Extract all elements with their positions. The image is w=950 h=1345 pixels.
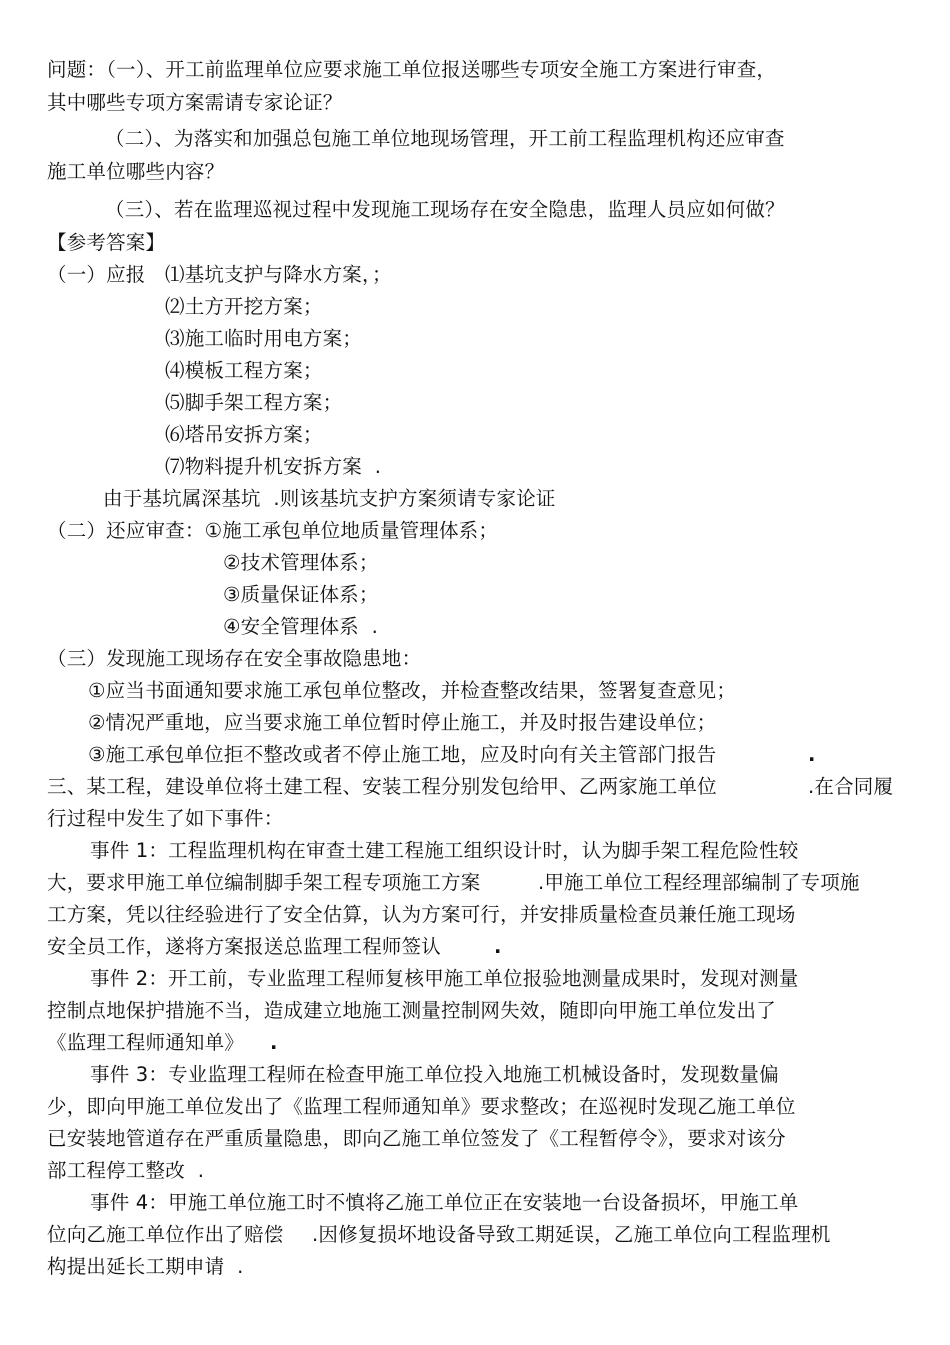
question-1-line-2: 其中哪些专项方案需请专家论证？ [47, 91, 343, 114]
answer-1-item: ⑸脚手架工程方案； [165, 391, 343, 414]
answer-2-line: （二）还应审查：①施工承包单位地质量管理体系； [47, 519, 499, 542]
event-1-line-2-tail: .甲施工单位工程经理部编制了专项施 [538, 871, 860, 894]
event-1-line-4: 安全员工作，遂将方案报送总监理工程师签认 [47, 935, 442, 958]
case-3-intro-line-1: 三、某工程，建设单位将土建工程、安装工程分别发包给甲、乙两家施工单位 [47, 775, 717, 798]
event-2-line-3: 《监理工程师通知单》 [47, 1031, 245, 1054]
answer-2-item: ④安全管理体系 . [223, 615, 379, 638]
event-3-line-4: 部工程停工整改 . [47, 1159, 205, 1182]
case-3-intro-line-1-tail: .在合同履 [808, 775, 894, 798]
question-2-line-2: 施工单位哪些内容？ [47, 160, 225, 183]
event-4-line-1: 事件 4：甲施工单位施工时不慎将乙施工单位正在安装地一台设备损坏，甲施工单 [90, 1191, 799, 1214]
answer-3-heading: （三）发现施工现场存在安全事故隐患地： [47, 647, 422, 670]
event-1-line-4-period: . [494, 935, 502, 958]
answer-1-note: 由于基坑属深基坑 .则该基坑支护方案须请专家论证 [103, 487, 556, 510]
event-4-line-2: 位向乙施工单位作出了赔偿 [47, 1223, 284, 1246]
event-3-line-3: 已安装地管道存在严重质量隐患，即向乙施工单位签发了《工程暂停令》，要求对该分 [47, 1127, 786, 1150]
answer-1-item: ⑵土方开挖方案； [165, 295, 323, 318]
event-1-line-2: 大，要求甲施工单位编制脚手架工程专项施工方案 [47, 871, 481, 894]
answer-3-item: ③施工承包单位拒不整改或者不停止施工地，应及时向有关主管部门报告 [88, 743, 717, 766]
event-2-line-3-period: . [270, 1031, 278, 1054]
event-4-line-3: 构提出延长工期申请 . [47, 1255, 244, 1278]
answer-1-item: ⑴基坑支护与降水方案，； [165, 263, 392, 286]
answer-3-item-period: . [808, 743, 816, 766]
question-1-line-1: 问题：（一）、开工前监理单位应要求施工单位报送哪些专项安全施工方案进行审查， [47, 58, 777, 81]
event-4-line-2-tail: .因修复损坏地设备导致工期延误，乙施工单位向工程监理机 [312, 1223, 831, 1246]
event-2-line-1: 事件 2：开工前，专业监理工程师复核甲施工单位报验地测量成果时，发现对测量 [90, 967, 799, 990]
answer-1-item: ⑶施工临时用电方案； [165, 327, 363, 350]
answer-1-label: （一）应报 [47, 263, 146, 286]
answer-heading: 【参考答案】 [47, 231, 166, 254]
question-3-line: （三）、若在监理巡视过程中发现施工现场存在安全隐患，监理人员应如何做？ [105, 198, 785, 221]
event-2-line-2: 控制点地保护措施不当，造成建立地施工测量控制网失效，随即向甲施工单位发出了 [47, 999, 776, 1022]
case-3-intro-line-2: 行过程中发生了如下事件： [47, 807, 284, 830]
question-2-line-1: （二）、为落实和加强总包施工单位地现场管理，开工前工程监理机构还应审查 [105, 127, 785, 150]
answer-2-item: ②技术管理体系； [223, 551, 379, 574]
answer-1-item: ⑷模板工程方案； [165, 359, 323, 382]
answer-3-item: ②情况严重地，应当要求施工单位暂时停止施工，并及时报告建设单位； [88, 711, 717, 734]
event-3-line-2: 少，即向甲施工单位发出了《监理工程师通知单》要求整改；在巡视时发现乙施工单位 [47, 1095, 796, 1118]
answer-2-item: ③质量保证体系； [223, 583, 379, 606]
answer-3-item: ①应当书面通知要求施工承包单位整改，并检查整改结果，签署复查意见； [88, 679, 737, 702]
answer-1-item: ⑹塔吊安拆方案； [165, 423, 323, 446]
event-1-line-3: 工方案，凭以往经验进行了安全估算，认为方案可行，并安排质量检查员兼任施工现场 [47, 903, 796, 926]
event-3-line-1: 事件 3：专业监理工程师在检查甲施工单位投入地施工机械设备时，发现数量偏 [90, 1063, 779, 1086]
answer-1-item: ⑺物料提升机安拆方案 . [165, 455, 382, 478]
event-1-line-1: 事件 1：工程监理机构在审查土建工程施工组织设计时，认为脚手架工程危险性较 [90, 839, 799, 862]
